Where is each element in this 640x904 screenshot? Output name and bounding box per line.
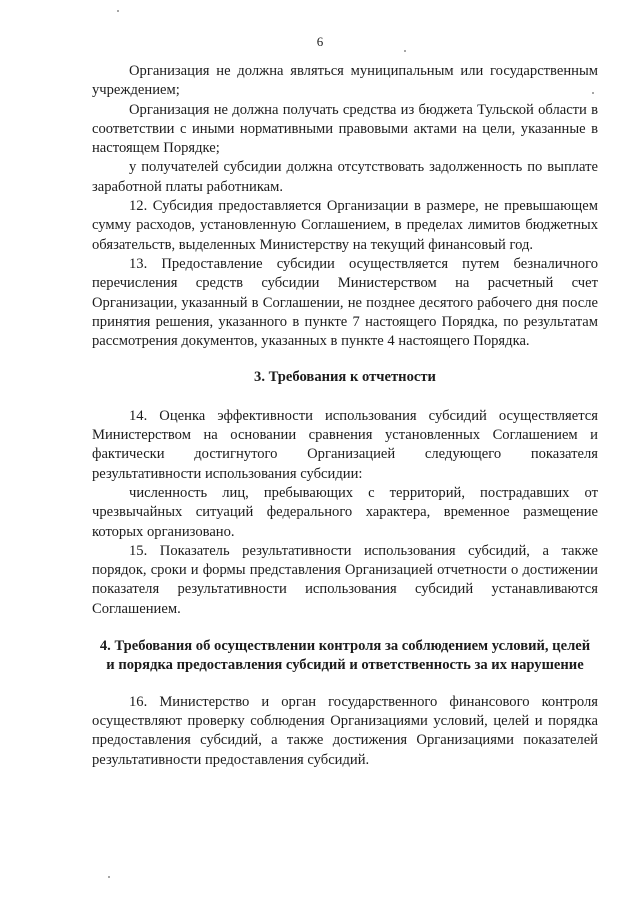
paragraph-item-16: 16. Министерство и орган государственного финансового контроля осуществляют проверку соблюдения Организациями условий, целей и порядка предоставления субсидий, а также достижения Организациями показателей результативности предоставления субсидий.: [92, 693, 598, 768]
scan-speck: [404, 50, 406, 52]
paragraph-salary-debt-requirement: у получателей субсидии должна отсутствовать задолженность по выплате заработной платы работникам.: [92, 159, 598, 195]
document-body: [92, 62, 598, 770]
paragraph-item-14: 14. Оценка эффективности использования субсидий осуществляется Министерством на основании сравнения установленных Соглашением и фактически достигнутого Организацией следующего показателя результативности использования субсидии:: [92, 407, 598, 482]
scan-speck: [592, 92, 594, 94]
paragraph-item-15: 15. Показатель результативности использования субсидий, а также порядок, сроки и формы представления Организацией отчетности о достижении показателя результативности использования субсидий устанавливаются Соглашением.: [92, 542, 598, 617]
page-number: 6: [316, 34, 324, 49]
paragraph-status-requirement: Организация не должна являться муниципальным или государственным учреждением;: [92, 63, 598, 99]
section-heading-4: 4. Требования об осуществлении контроля за соблюдением условий, целей и порядка предоставления субсидий и ответственность за их нарушение: [99, 638, 591, 674]
paragraph-item-12: 12. Субсидия предоставляется Организации в размере, не превышающем сумму расходов, установленную Соглашением, в пределах лимитов бюджетных обязательств, выделенных Министерству на текущий финансовый год.: [92, 198, 598, 253]
paragraph-item-13: 13. Предоставление субсидии осуществляется путем безналичного перечисления средств субсидии Министерством на расчетный счет Организации, указанный в Соглашении, не позднее десятого рабочего дня после принятия решения, указанного в пункте 7 настоящего Порядка, по результатам рассмотрения документов, указанных в пункте 4 настоящего Порядка.: [92, 255, 598, 350]
paragraph-indicator: численность лиц, пребывающих с территорий, пострадавших от чрезвычайных ситуаций федерального характера, временное размещение которых организовано.: [92, 484, 598, 540]
section-heading-3: 3. Требования к отчетности: [254, 369, 436, 386]
scan-speck: [108, 876, 110, 878]
scan-speck: [117, 10, 119, 12]
paragraph-budget-requirement: Организация не должна получать средства из бюджета Тульской области в соответствии с иными нормативными правовыми актами на цели, указанные в настоящем Порядке;: [92, 101, 598, 157]
